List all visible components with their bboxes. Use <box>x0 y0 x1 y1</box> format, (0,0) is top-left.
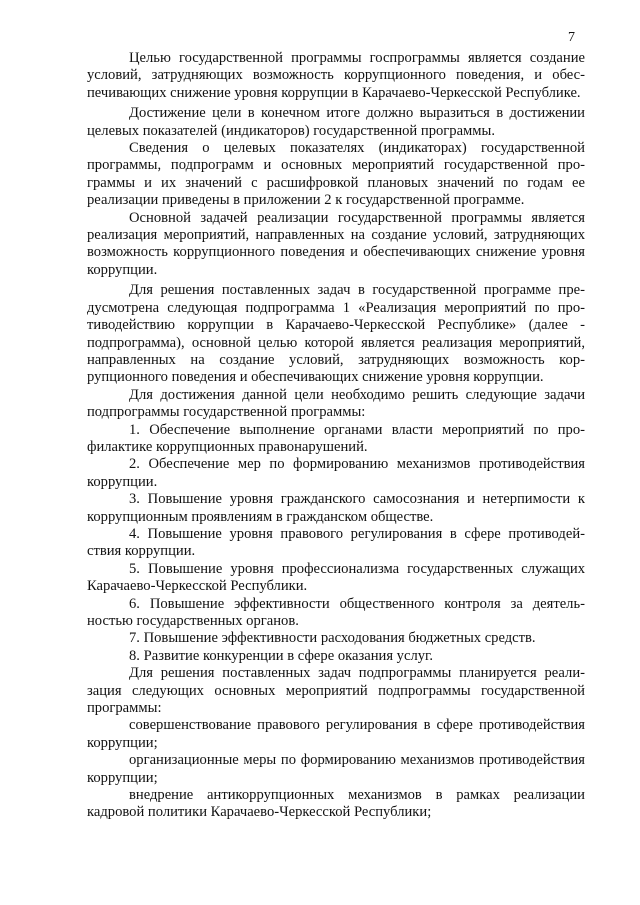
page-number: 7 <box>568 30 575 45</box>
paragraph-indicators: Сведения о целевых показателях (индикаторах) государственной программы, подпрограмм и основных мероприятий государственной программы и их значений с расшифровкой плановых значений по годам ее реализации приведены в приложении 2 к государственной программе. <box>87 140 585 209</box>
paragraph-main-task: Основной задачей реализации государственной программы является реализация мероприятий, направленных на создание условий, затрудняющих возможность коррупционного поведения и обеспечивающих снижение уровня коррупции. <box>87 209 585 278</box>
paragraph-measures-intro: Для решения поставленных задач подпрограммы планируется реализация следующих основных мероприятий подпрограммы государственной программы: <box>87 665 585 717</box>
paragraph-tasks-intro: Для достижения данной цели необходимо решить следующие задачи подпрограммы государственной программы: <box>87 386 585 421</box>
measure-item-2: организационные меры по формированию механизмов противодействия коррупции; <box>87 752 585 786</box>
paragraph-goal: Целью государственной программы госпрограммы является создание условий, затрудняющих возможность коррупционного поведения, и обеспечивающих снижение уровня коррупции в Карачаево-Черкесской Республике. <box>87 50 585 101</box>
paragraph-subprogram: Для решения поставленных задач в государственной программе предусмотрена следующая подпрограмма 1 «Реализация мероприятий по противодействию коррупции в Карачаево-Черкесской Республике» (далее - подпрограмма), основной целью которой является реализация мероприятий, направленных на создание условий, затрудняющих возможность коррупционного поведения и обеспечивающих снижение уровня коррупции. <box>87 282 585 386</box>
document-body <box>87 50 585 822</box>
measure-item-1: совершенствование правового регулирования в сфере противодействия коррупции; <box>87 717 585 751</box>
paragraph-goal-achievement: Достижение цели в конечном итоге должно выразиться в достижении целевых показателей (индикаторов) государственной программы. <box>87 105 585 139</box>
task-item-4: 4. Повышение уровня правового регулирования в сфере противодействия коррупции. <box>87 525 585 560</box>
task-item-1: 1. Обеспечение выполнение органами власти мероприятий по профилактике коррупционных правонарушений. <box>87 421 585 455</box>
task-item-5: 5. Повышение уровня профессионализма государственных служащих Карачаево-Черкесской Республики. <box>87 560 585 595</box>
task-item-3: 3. Повышение уровня гражданского самосознания и нетерпимости к коррупционным проявлениям в гражданском обществе. <box>87 491 585 525</box>
measure-item-3: внедрение антикоррупционных механизмов в рамках реализации кадровой политики Карачаево-Черкесской Республики; <box>87 787 585 821</box>
task-item-7: 7. Повышение эффективности расходования бюджетных средств. <box>129 630 536 647</box>
task-item-8: 8. Развитие конкуренции в сфере оказания услуг. <box>129 647 434 664</box>
task-item-2: 2. Обеспечение мер по формированию механизмов противодействия коррупции. <box>87 456 585 490</box>
task-item-6: 6. Повышение эффективности общественного контроля за деятельностью государственных органов. <box>87 595 585 629</box>
